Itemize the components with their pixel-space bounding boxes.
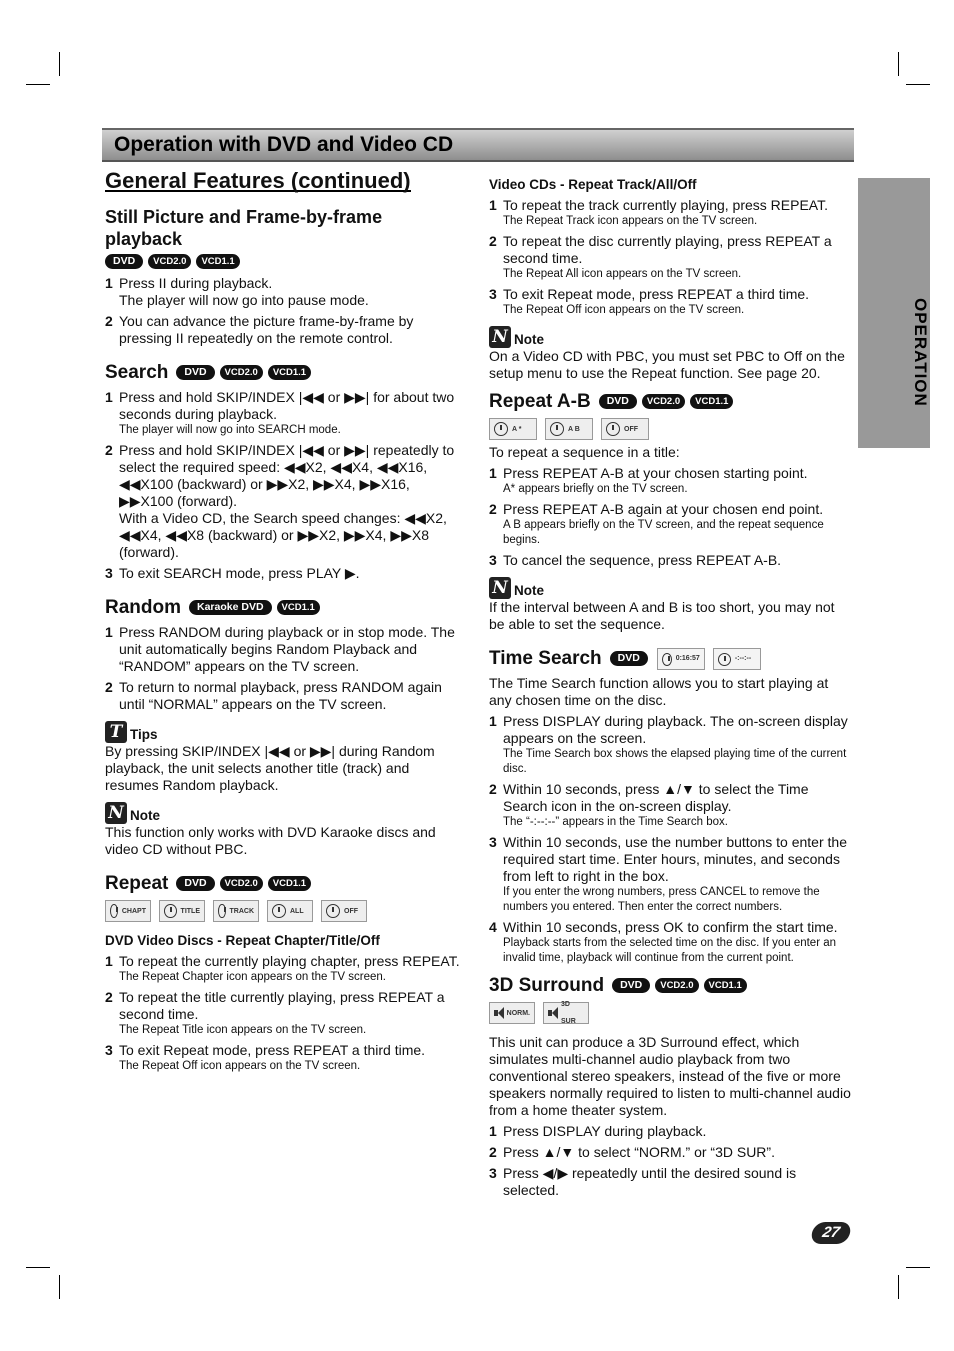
crop-mark — [898, 1275, 899, 1299]
ts-step-4: 4 Within 10 seconds, press OK to confirm the start time. Playback starts from the selected time on the disc. If you enter an invalid time, playback will continue from the current point. — [489, 919, 838, 964]
crop-mark — [906, 84, 930, 85]
header-banner — [102, 128, 854, 162]
still-title: Still Picture and Frame-by-frame playback — [105, 207, 383, 249]
repeat-ab-off-icon: OFF — [601, 418, 649, 440]
ab-step-3: 3 To cancel the sequence, press REPEAT A-B. — [489, 552, 782, 568]
repeat-track-icon: TRACK — [213, 900, 259, 922]
ab-step-1: 1 Press REPEAT A-B at your chosen starting point. A* appears briefly on the TV screen. — [489, 465, 808, 495]
note-icon: N — [489, 326, 511, 348]
vcd-note-text: On a Video CD with PBC, you must set PBC to Off on the setup menu to use the Repeat function. See page 20. — [489, 348, 845, 381]
badge-dvd: DVD — [176, 876, 214, 891]
time-search-elapsed-icon: 0:16:57 — [657, 648, 705, 670]
page-number: 27 — [810, 1222, 853, 1244]
ab-step-2: 2 Press REPEAT A-B again at your chosen end point. A B appears briefly on the TV screen, and the repeat sequence begins. — [489, 501, 824, 546]
surround-title: 3D Surround DVD VCD2.0 VCD1.1 — [489, 974, 853, 998]
repeat-icons — [105, 900, 463, 922]
badge-vcd20: VCD2.0 — [655, 978, 698, 993]
still-step-1: 1 Press II during playback. The player will now go into pause mode. — [105, 275, 369, 308]
crop-mark — [59, 52, 60, 76]
crop-mark — [26, 1267, 50, 1268]
header-title: Operation with DVD and Video CD — [114, 133, 454, 156]
crop-mark — [906, 1267, 930, 1268]
tips-text: By pressing SKIP/INDEX |◀◀ or ▶▶| during Random playback, the unit selects another title (track) and resumes Random playback. — [105, 743, 435, 793]
repeat-ab-title: Repeat A-B DVD VCD2.0 VCD1.1 — [489, 390, 853, 414]
repeat-title-icon: TITLE — [159, 900, 205, 922]
note-icon: N — [489, 577, 511, 599]
time-search-title: Time Search DVD 0:16:57 -:--:-- — [489, 647, 853, 671]
note-heading: N Note — [489, 326, 853, 348]
note-icon: N — [105, 802, 127, 824]
crop-mark — [59, 1275, 60, 1299]
ts-step-1: 1 Press DISPLAY during playback. The on-screen display appears on the screen. The Time Search box shows the elapsed playing time of the current disc. — [489, 713, 848, 775]
badge-dvd: DVD — [610, 651, 648, 666]
surround-intro: This unit can produce a 3D Surround effect, which simulates multi-channel audio playback from two conventional stereo speakers, instead of the five or more speakers normally required to listen to multi-channel audio from a home theater system. — [489, 1034, 851, 1118]
still-badges — [105, 252, 463, 269]
badge-dvd: DVD — [612, 978, 650, 993]
vcd-step-3: 3 To exit Repeat mode, press REPEAT a third time. The Repeat Off icon appears on the TV screen. — [489, 286, 810, 316]
vcd-step-2: 2 To repeat the disc currently playing, press REPEAT a second time. The Repeat All icon appears on the TV screen. — [489, 233, 832, 280]
repeat-title: Repeat DVD VCD2.0 VCD1.1 — [105, 872, 463, 896]
repeat-a-icon: A * — [489, 418, 537, 440]
random-title: Random Karaoke DVD VCD1.1 — [105, 596, 463, 620]
random-step-2: 2 To return to normal playback, press RANDOM again until “NORMAL” appears on the TV screen. — [105, 679, 442, 712]
badge-dvd: DVD — [599, 394, 637, 409]
dvd-repeat-subhead: DVD Video Discs - Repeat Chapter/Title/Off — [105, 933, 380, 948]
repeat-all-icon: ALL — [267, 900, 313, 922]
left-column — [105, 168, 463, 1074]
badge-vcd11: VCD1.1 — [690, 394, 733, 409]
search-title: Search DVD VCD2.0 VCD1.1 — [105, 361, 463, 385]
tips-heading: T Tips — [105, 721, 463, 743]
ab-note-text: If the interval between A and B is too short, you may not be able to set the sequence. — [489, 599, 835, 632]
section-title: General Features (continued) — [105, 168, 411, 193]
surround-3d-icon: 3D SUR — [543, 1002, 589, 1024]
badge-vcd20: VCD2.0 — [148, 254, 191, 269]
side-tab-label: OPERATION — [911, 297, 930, 407]
random-step-1: 1 Press RANDOM during playback or in stop mode. The unit automatically begins Random Playback and “RANDOM” appears on the TV screen. — [105, 624, 455, 674]
surround-step-2: 2 Press ▲/▼ to select “NORM.” or “3D SUR”. — [489, 1144, 775, 1160]
note-heading: N Note — [105, 802, 463, 824]
badge-vcd11: VCD1.1 — [196, 254, 239, 269]
badge-vcd20: VCD2.0 — [642, 394, 685, 409]
badge-vcd20: VCD2.0 — [220, 365, 263, 380]
badge-vcd11: VCD1.1 — [268, 365, 311, 380]
badge-dvd: DVD — [176, 365, 214, 380]
badge-vcd20: VCD2.0 — [220, 876, 263, 891]
right-column — [489, 176, 853, 1199]
ts-step-2: 2 Within 10 seconds, press ▲/▼ to select the Time Search icon in the on-screen display. The “-:--:--” appears in the Time Search box. — [489, 781, 809, 828]
repeat-step-3: 3 To exit Repeat mode, press REPEAT a third time. The Repeat Off icon appears on the TV screen. — [105, 1042, 426, 1072]
time-search-blank-icon: -:--:-- — [713, 648, 761, 670]
note-text: This function only works with DVD Karaoke discs and video CD without PBC. — [105, 824, 436, 857]
surround-step-1: 1 Press DISPLAY during playback. — [489, 1123, 707, 1139]
repeat-ab-icon: A B — [545, 418, 593, 440]
still-step-2: 2 You can advance the picture frame-by-frame by pressing II repeatedly on the remote control. — [105, 313, 414, 346]
repeat-step-2: 2 To repeat the title currently playing, press REPEAT a second time. The Repeat Title icon appears on the TV screen. — [105, 989, 445, 1036]
surround-icons — [489, 1002, 853, 1024]
search-step-3: 3 To exit SEARCH mode, press PLAY ▶. — [105, 565, 360, 581]
surround-norm-icon: NORM. — [489, 1002, 535, 1024]
badge-vcd11: VCD1.1 — [277, 600, 320, 615]
repeat-chapter-icon: CHAPT — [105, 900, 151, 922]
side-tab — [858, 178, 930, 448]
tips-icon: T — [105, 721, 127, 743]
repeat-off-icon: OFF — [321, 900, 367, 922]
crop-mark — [26, 84, 50, 85]
repeat-ab-icons — [489, 418, 853, 440]
vcd-step-1: 1 To repeat the track currently playing, press REPEAT. The Repeat Track icon appears on the TV screen. — [489, 197, 828, 227]
ts-step-3: 3 Within 10 seconds, use the number buttons to enter the required start time. Enter hours, minutes, and seconds from left to right in the box. If you enter the wrong numbers, press CANCEL to remove the numbers you entered. Then enter the correct numbers. — [489, 834, 847, 913]
badge-vcd11: VCD1.1 — [704, 978, 747, 993]
time-search-intro: The Time Search function allows you to start playing at any chosen time on the disc. — [489, 675, 829, 708]
note-heading: N Note — [489, 577, 853, 599]
surround-step-3: 3 Press ◀/▶ repeatedly until the desired sound is selected. — [489, 1165, 797, 1198]
vcd-repeat-subhead: Video CDs - Repeat Track/All/Off — [489, 177, 697, 192]
badge-karaoke-dvd: Karaoke DVD — [189, 600, 272, 615]
repeat-step-1: 1 To repeat the currently playing chapter, press REPEAT. The Repeat Chapter icon appears on the TV screen. — [105, 953, 460, 983]
badge-vcd11: VCD1.1 — [268, 876, 311, 891]
search-step-1: 1 Press and hold SKIP/INDEX |◀◀ or ▶▶| for about two seconds during playback. The player will now go into SEARCH mode. — [105, 389, 455, 436]
badge-dvd: DVD — [105, 254, 143, 269]
repeat-ab-intro: To repeat a sequence in a title: — [489, 444, 680, 460]
crop-mark — [898, 52, 899, 76]
search-step-2: 2 Press and hold SKIP/INDEX |◀◀ or ▶▶| repeatedly to select the required speed: ◀◀X2, ◀◀X4, ◀◀X16, ◀◀X100 (backward) or ▶▶X2, ▶▶X4, ▶▶X16, ▶▶X100 (forward). With a Video CD, the Search speed changes: ◀◀X2, ◀◀X4, ◀◀X8 (backward) or ▶▶X2, ▶▶X4, ▶▶X8 (forward). — [105, 442, 455, 560]
